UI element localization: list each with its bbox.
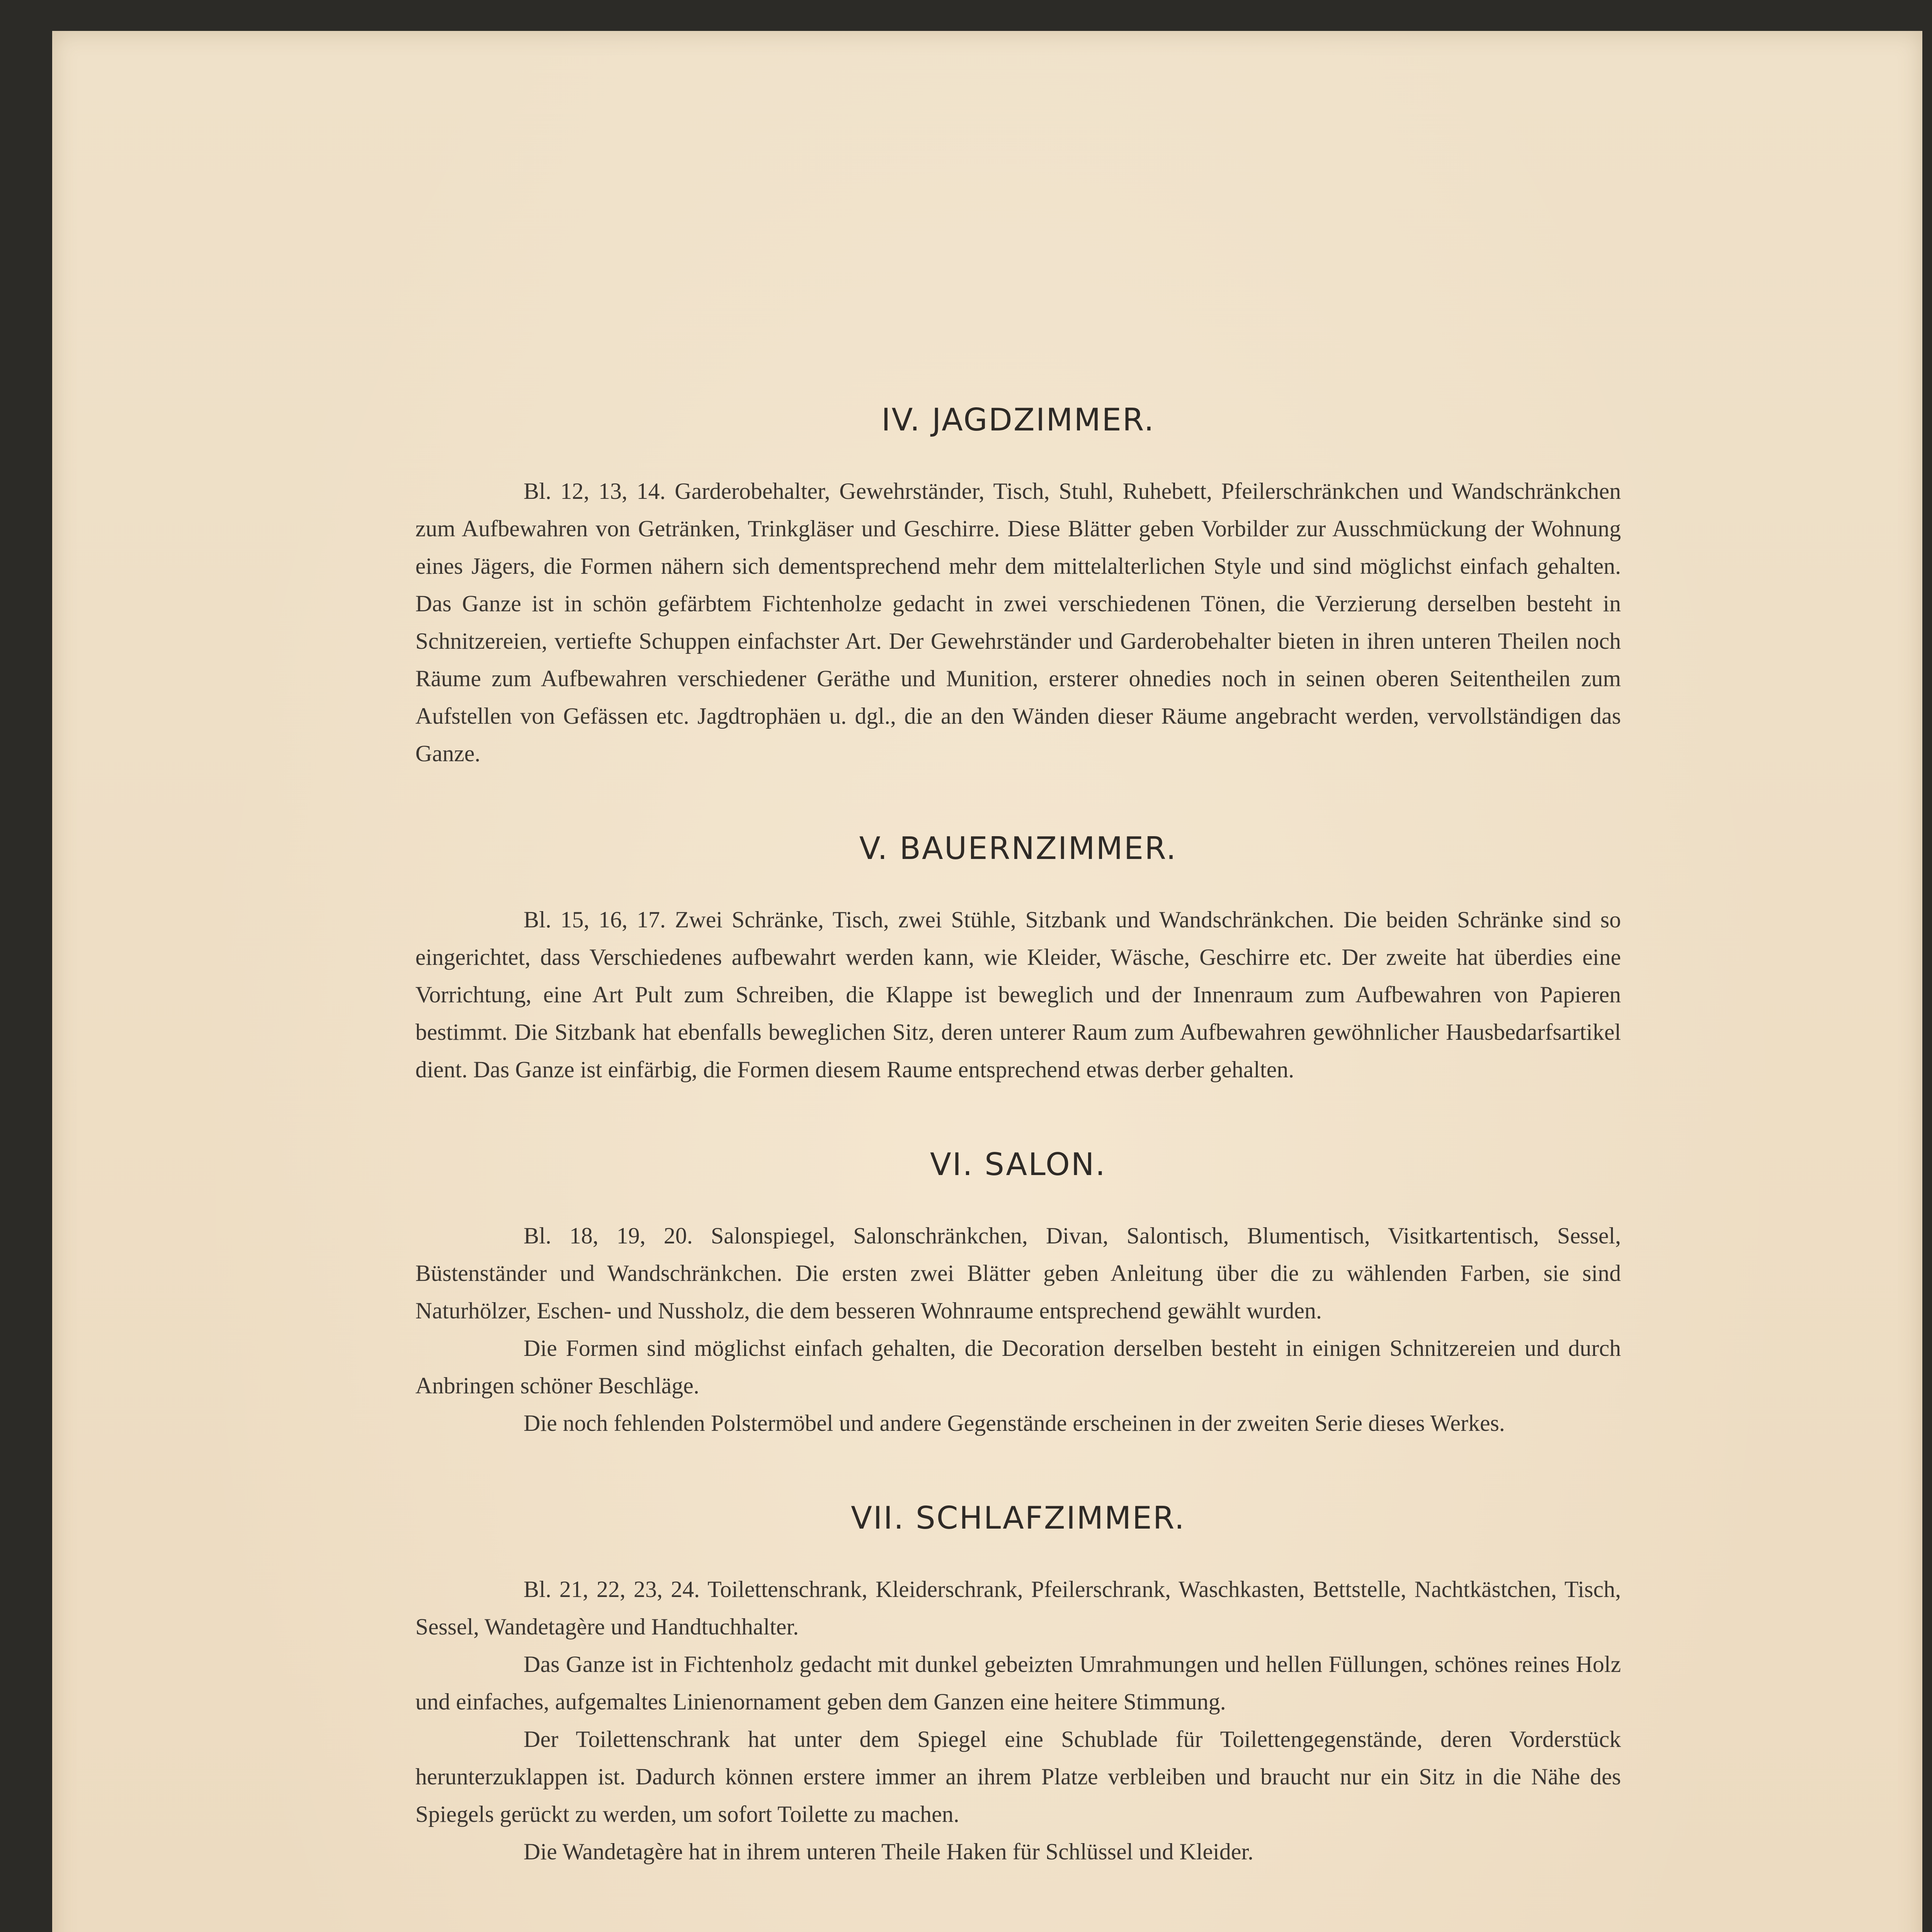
section-title: VI. SALON.	[930, 1146, 1107, 1182]
paragraph: Bl. 15, 16, 17. Zwei Schränke, Tisch, zwei Stühle, Sitzbank und Wandschränkchen. Die beiden Schränke sind so eingerichtet, dass Verschiedenes aufbewahrt werden kann, wie Kleider, Wäsche, Geschirre etc. Der zweite hat überdies eine Vorrichtung, eine Art Pult zum Schreiben, die Klappe ist beweglich und der Innenraum zum Aufbewahren von Papieren bestimmt. Die Sitzbank hat ebenfalls beweglichen Sitz, deren unterer Raum zum Aufbewahren gewöhnlicher Hausbedarfsartikel dient. Das Ganze ist einfärbig, die Formen diesem Raume entsprechend etwas derber gehalten.	[415, 907, 1621, 1082]
text-block	[415, 402, 1621, 1871]
section-bauernzimmer	[415, 830, 1621, 1088]
section-schlafzimmer	[415, 1500, 1621, 1871]
paragraph: Bl. 12, 13, 14. Garderobehalter, Gewehrständer, Tisch, Stuhl, Ruhebett, Pfeilerschränkchen und Wandschränkchen zum Aufbewahren von Getränken, Trinkgläser und Geschirre. Diese Blätter geben Vorbilder zur Ausschmückung der Wohnung eines Jägers, die Formen nähern sich dementsprechend mehr dem mittelalterlichen Style und sind möglichst einfach gehalten. Das Ganze ist in schön gefärbtem Fichtenholze gedacht in zwei verschiedenen Tönen, die Verzierung derselben besteht in Schnitzereien, vertiefte Schuppen einfachster Art. Der Gewehrständer und Garderobehalter bieten in ihren unteren Theilen noch Räume zum Aufbewahren verschiedener Geräthe und Munition, ersterer ohnedies noch in seinen oberen Seitentheilen zum Aufstellen von Gefässen etc. Jagdtrophäen u. dgl., die an den Wänden dieser Räume angebracht werden, vervollständigen das Ganze.	[415, 478, 1621, 766]
paragraph: Die Formen sind möglichst einfach gehalten, die Decoration derselben besteht in einigen Schnitzereien und durch Anbringen schöner Beschläge.	[415, 1335, 1621, 1398]
paragraph: Die noch fehlenden Polstermöbel und andere Gegenstände erscheinen in der zweiten Serie dieses Werkes.	[524, 1410, 1505, 1436]
paragraph: Bl. 21, 22, 23, 24. Toilettenschrank, Kleiderschrank, Pfeilerschrank, Waschkasten, Bettstelle, Nachtkästchen, Tisch, Sessel, Wandetagère und Handtuchhalter.	[415, 1577, 1621, 1639]
paragraph: Die Wandetagère hat in ihrem unteren Theile Haken für Schlüssel und Kleider.	[524, 1839, 1254, 1864]
paragraph: Der Toilettenschrank hat unter dem Spiegel eine Schublade für Toilettengegenstände, deren Vorderstück herunterzuklappen ist. Dadurch können erstere immer an ihrem Platze verbleiben und braucht nur ein Sitz in die Nähe des Spiegels gerückt zu werden, um sofort Toilette zu machen.	[415, 1726, 1621, 1827]
section-salon	[415, 1146, 1621, 1442]
paragraph: Bl. 18, 19, 20. Salonspiegel, Salonschränkchen, Divan, Salontisch, Blumentisch, Visitkartentisch, Sessel, Büstenständer und Wandschränkchen. Die ersten zwei Blätter geben Anleitung über die zu wählenden Farben, sie sind Naturhölzer, Eschen- und Nussholz, die dem besseren Wohnraume entsprechend gewählt wurden.	[415, 1223, 1621, 1323]
paragraph: Das Ganze ist in Fichtenholz gedacht mit dunkel gebeizten Umrahmungen und hellen Füllungen, schönes reines Holz und einfaches, aufgemaltes Linienornament geben dem Ganzen eine heitere Stimmung.	[415, 1651, 1621, 1714]
section-title: VII. SCHLAFZIMMER.	[851, 1500, 1185, 1536]
section-title: IV. JAGDZIMMER.	[881, 402, 1155, 438]
section-jagdzimmer	[415, 402, 1621, 772]
section-title: V. BAUERNZIMMER.	[859, 830, 1177, 866]
document-page	[52, 31, 1922, 1932]
